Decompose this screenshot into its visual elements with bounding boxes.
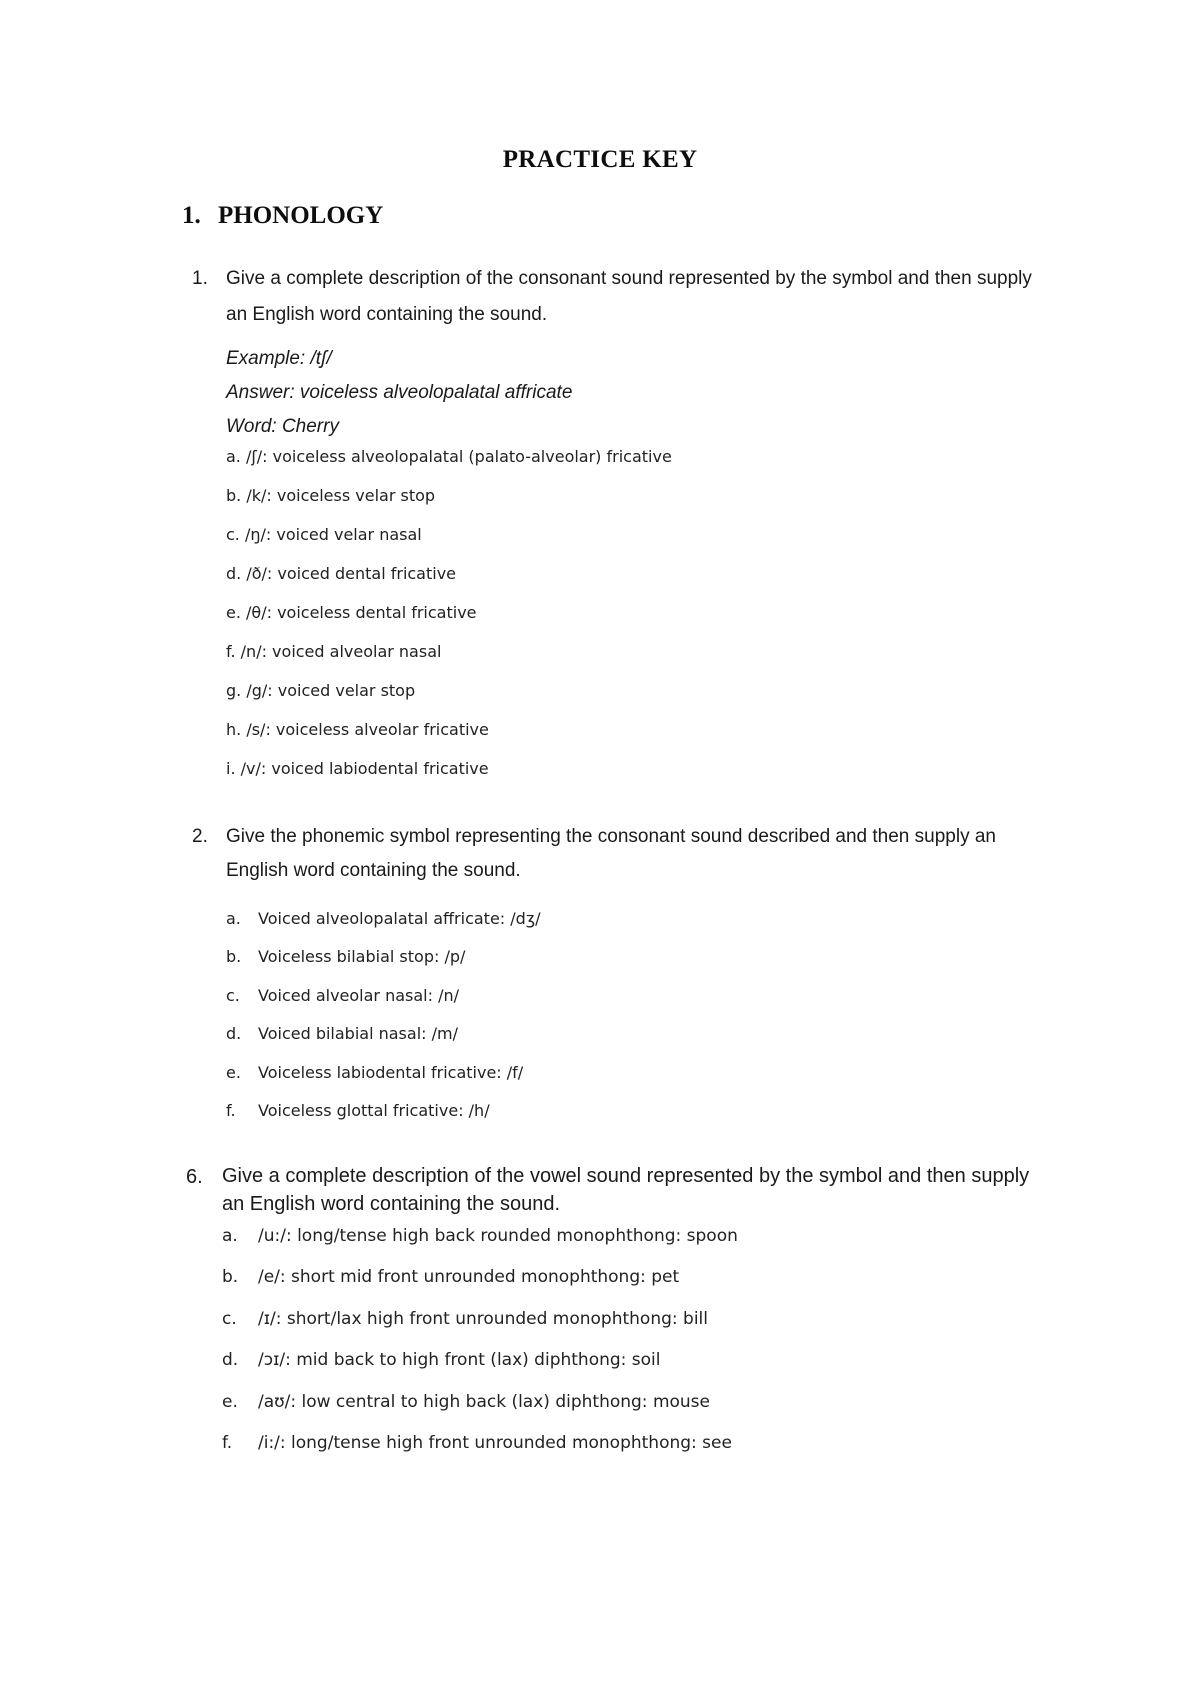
item-marker: b. [226, 947, 242, 967]
item-text: /s/: voiceless alveolar fricative [246, 720, 489, 739]
item-text: /g/: voiced velar stop [246, 681, 416, 700]
item-marker: d. [226, 564, 242, 583]
item-text: /ŋ/: voiced velar nasal [244, 525, 422, 544]
item-text: /θ/: voiceless dental fricative [246, 603, 477, 622]
item-text: Voiceless bilabial stop: /p/ [258, 947, 466, 967]
example-word: Word: Cherry [226, 416, 339, 437]
page-title: PRACTICE KEY [502, 146, 698, 173]
item-marker: f. [226, 642, 236, 661]
item-text: Voiceless glottal fricative: /h/ [258, 1100, 490, 1120]
question-number: 1. [192, 268, 208, 289]
item-marker: a. [222, 1226, 238, 1246]
item-marker: b. [222, 1267, 239, 1288]
item-marker: c. [226, 525, 240, 544]
item-marker: c. [226, 985, 240, 1005]
item-text: Voiceless labiodental fricative: /f/ [258, 1062, 524, 1082]
item-marker: e. [226, 603, 241, 622]
item-text: Voiced bilabial nasal: /m/ [258, 1024, 458, 1044]
item-text: /n/: voiced alveolar nasal [240, 642, 442, 661]
item-text: Voiced alveolar nasal: /n/ [258, 985, 460, 1005]
item-text: /e/: short mid front unrounded monophthong: pet [258, 1267, 680, 1288]
item-marker: e. [222, 1391, 238, 1412]
question-number: 2. [192, 826, 208, 847]
example-answer: Answer: voiceless alveolopalatal affricate [226, 382, 573, 403]
item-marker: f. [226, 1100, 236, 1120]
item-marker: g. [226, 681, 242, 700]
item-marker: f. [222, 1432, 233, 1453]
section-heading [182, 202, 383, 230]
question-number: 6. [186, 1166, 203, 1188]
question-text: Give a complete description of the vowel sound represented by the symbol and then supply an English word containing the sound. [222, 1165, 1030, 1215]
item-text: /ð/: voiced dental fricative [246, 564, 457, 583]
item-text: /u:/: long/tense high back rounded monophthong: spoon [258, 1226, 738, 1246]
item-text: /ʃ/: voiceless alveolopalatal (palato-alveolar) fricative [245, 447, 672, 466]
question-text: Give a complete description of the consonant sound represented by the symbol and then supply an English word containing the sound. [226, 268, 1032, 325]
item-marker: a. [226, 447, 241, 466]
item-text: Voiced alveolopalatal affricate: /dʒ/ [258, 909, 541, 928]
section-number: 1. [182, 202, 201, 229]
item-marker: h. [226, 720, 242, 739]
item-marker: c. [222, 1308, 237, 1329]
question-text: Give the phonemic symbol representing the consonant sound described and then supply an English word containing the sound. [226, 826, 996, 881]
item-text: /aʊ/: low central to high back (lax) diphthong: mouse [258, 1391, 710, 1412]
item-marker: a. [226, 909, 241, 928]
item-marker: d. [222, 1350, 239, 1371]
example-symbol: Example: /tʃ/ [226, 348, 332, 369]
section-title: PHONOLOGY [218, 202, 384, 229]
item-text: /v/: voiced labiodental fricative [240, 759, 489, 778]
item-text: /k/: voiceless velar stop [246, 486, 436, 505]
item-text: /i:/: long/tense high front unrounded monophthong: see [258, 1432, 732, 1453]
item-marker: i. [226, 759, 236, 778]
item-marker: b. [226, 486, 242, 505]
item-marker: d. [226, 1024, 242, 1044]
item-text: /ɔɪ/: mid back to high front (lax) diphthong: soil [258, 1350, 661, 1371]
item-text: /ɪ/: short/lax high front unrounded monophthong: bill [258, 1308, 708, 1329]
item-marker: e. [226, 1062, 241, 1082]
